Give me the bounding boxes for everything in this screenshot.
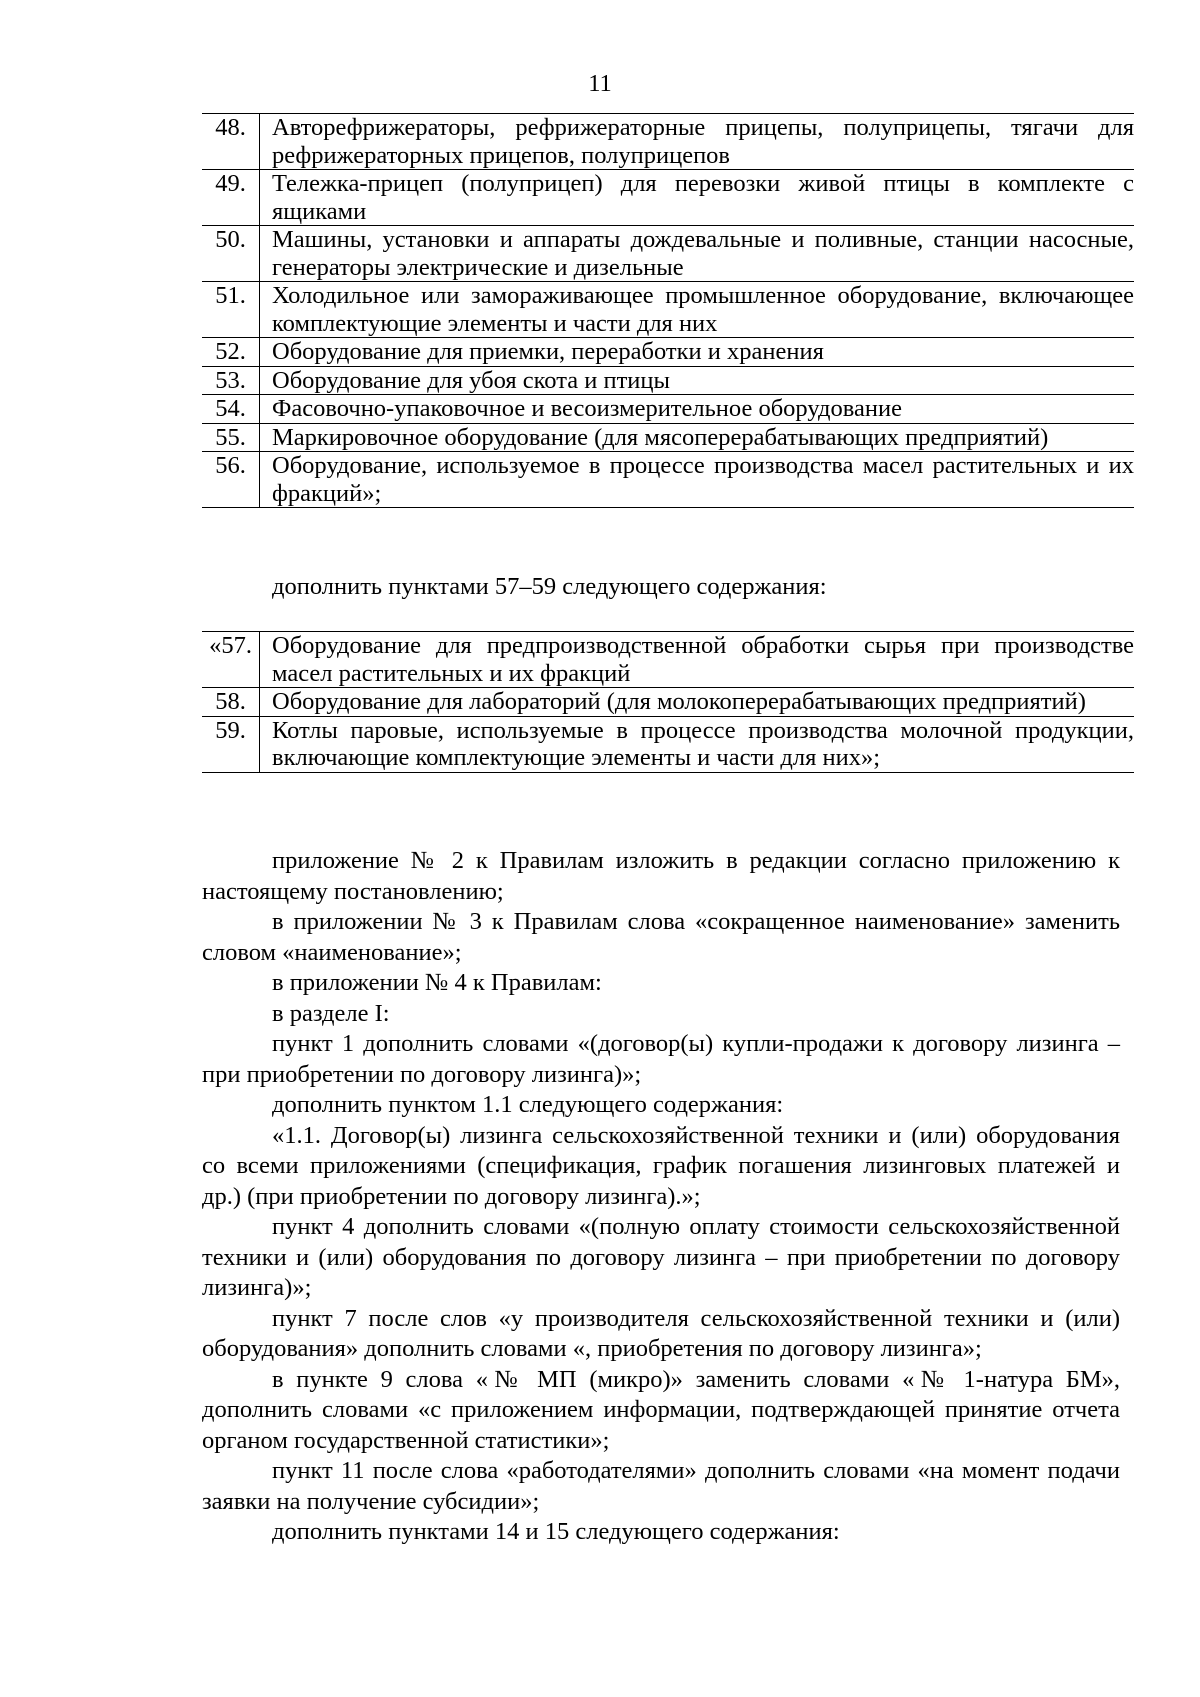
item-number: 50. (202, 226, 260, 282)
paragraph: пункт 7 после слов «у производителя сельскохозяйственной техники и (или) оборудования» дополнить словами «, приобретения по договору лизинга»; (202, 1304, 1120, 1362)
item-number: 51. (202, 282, 260, 338)
item-number: 53. (202, 366, 260, 395)
item-number: 54. (202, 395, 260, 424)
item-number: 55. (202, 423, 260, 452)
table-row (202, 114, 1134, 170)
item-text: Авторефрижераторы, рефрижераторные прицепы, полуприцепы, тягачи для рефрижераторных прицепов, полуприцепов (260, 114, 1135, 170)
paragraph: в приложении № 3 к Правилам слова «сокращенное наименование» заменить словом «наименование»; (202, 908, 1120, 966)
item-text: Фасовочно-упаковочное и весоизмерительное оборудование (260, 395, 1135, 424)
intro-paragraph (202, 572, 1120, 603)
table-row (202, 423, 1134, 452)
item-text: Оборудование для приемки, переработки и хранения (260, 338, 1135, 367)
table-row (202, 226, 1134, 282)
paragraph: приложение № 2 к Правилам изложить в редакции согласно приложению к настоящему постановлению; (202, 847, 1120, 905)
item-number: 48. (202, 114, 260, 170)
item-text: Маркировочное оборудование (для мясоперерабатывающих предприятий) (260, 423, 1135, 452)
paragraph: пункт 11 после слова «работодателями» дополнить словами «на момент подачи заявки на получение субсидии»; (202, 1457, 1120, 1515)
paragraph: пункт 1 дополнить словами «(договор(ы) купли-продажи к договору лизинга – при приобретении по договору лизинга)»; (202, 1030, 1120, 1088)
table-row (202, 395, 1134, 424)
paragraph: в приложении № 4 к Правилам: (272, 969, 602, 996)
paragraph: «1.1. Договор(ы) лизинга сельскохозяйственной техники и (или) оборудования со всеми приложениями (спецификация, график погашения лизинговых платежей и др.) (при приобретении по договору лизинга).»; (202, 1121, 1120, 1210)
paragraph: дополнить пунктами 14 и 15 следующего содержания: (272, 1518, 840, 1545)
item-number: 59. (202, 716, 260, 772)
table-row (202, 338, 1134, 367)
item-number: 49. (202, 170, 260, 226)
table-row (202, 366, 1134, 395)
body-text (202, 846, 1120, 1548)
item-number: 52. (202, 338, 260, 367)
table-row (202, 716, 1134, 772)
item-text: Холодильное или замораживающее промышленное оборудование, включающее комплектующие элементы и части для них (260, 282, 1135, 338)
item-text: Тележка-прицеп (полуприцеп) для перевозки живой птицы в комплекте с ящиками (260, 170, 1135, 226)
item-number: «57. (202, 632, 260, 688)
item-text: Оборудование для предпроизводственной обработки сырья при производстве масел растительных и их фракций (260, 632, 1135, 688)
paragraph: дополнить пунктом 1.1 следующего содержания: (272, 1091, 784, 1118)
table-row (202, 170, 1134, 226)
paragraph: пункт 4 дополнить словами «(полную оплату стоимости сельскохозяйственной техники и (или) оборудования по договору лизинга – при приобретении по договору лизинга)»; (202, 1213, 1120, 1301)
item-number: 58. (202, 688, 260, 717)
table-row (202, 688, 1134, 717)
table-row (202, 452, 1134, 508)
table-row (202, 632, 1134, 688)
table-row (202, 282, 1134, 338)
item-text: Машины, установки и аппараты дождевальные и поливные, станции насосные, генераторы электрические и дизельные (260, 226, 1135, 282)
equipment-table-1 (202, 113, 1134, 508)
item-text: Оборудование для убоя скота и птицы (260, 366, 1135, 395)
item-text: Котлы паровые, используемые в процессе производства молочной продукции, включающие комплектующие элементы и части для них»; (260, 716, 1135, 772)
paragraph: в пункте 9 слова «№ МП (микро)» заменить словами «№ 1-натура БМ», дополнить словами «с приложением информации, подтверждающей принятие отчета органом государственной статистики»; (202, 1365, 1120, 1454)
equipment-table-2 (202, 631, 1134, 773)
item-number: 56. (202, 452, 260, 508)
item-text: Оборудование для лабораторий (для молокоперерабатывающих предприятий) (260, 688, 1135, 717)
paragraph: в разделе I: (272, 999, 390, 1027)
item-text: Оборудование, используемое в процессе производства масел растительных и их фракций»; (260, 452, 1135, 508)
paragraph: дополнить пунктами 57–59 следующего содержания: (272, 573, 827, 600)
page-number: 11 (588, 70, 612, 97)
